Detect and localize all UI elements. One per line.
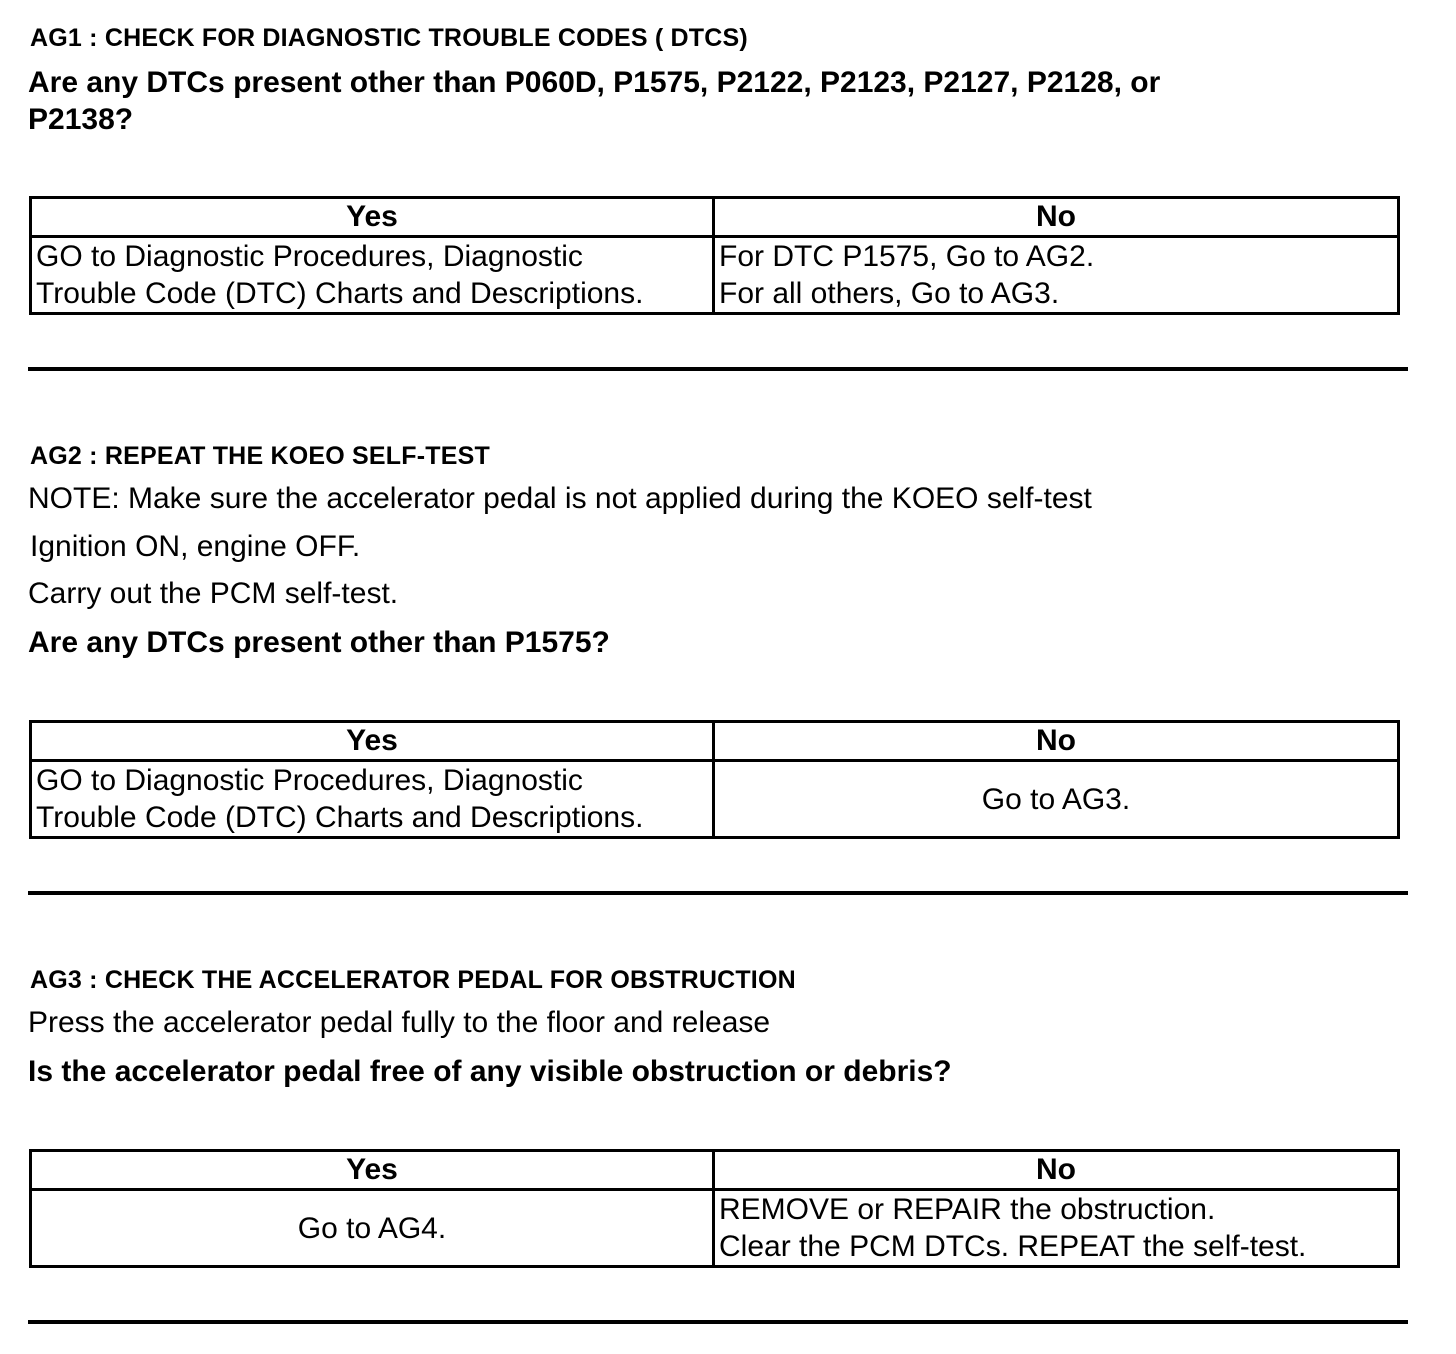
yes-cell-ag2-line-1: GO to Diagnostic Procedures, Diagnostic [36, 764, 583, 797]
section-divider-3 [28, 1320, 1408, 1324]
question-ag3: Is the accelerator pedal free of any visible obstruction or debris? [28, 1055, 952, 1088]
yes-cell-ag2-line-2: Trouble Code (DTC) Charts and Descriptions. [36, 801, 644, 834]
yes-cell-ag2 [31, 761, 714, 838]
yes-no-table-ag3 [29, 1149, 1400, 1268]
section-divider-1 [28, 367, 1408, 371]
instruction-ag2-self-test: Carry out the PCM self-test. [28, 577, 399, 610]
step-heading-ag2: AG2 : REPEAT THE KOEO SELF-TEST [30, 442, 490, 470]
question-ag2: Are any DTCs present other than P1575? [28, 626, 610, 659]
no-cell-ag1-line-1: For DTC P1575, Go to AG2. [719, 240, 1095, 273]
question-ag1 [28, 64, 1160, 138]
no-header-ag1: No [714, 198, 1399, 237]
no-header-ag3: No [714, 1151, 1399, 1190]
step-heading-ag1: AG1 : CHECK FOR DIAGNOSTIC TROUBLE CODES ( DTCS) [30, 24, 748, 52]
no-header-ag2: No [714, 722, 1399, 761]
no-cell-ag3 [714, 1190, 1399, 1267]
question-ag1-line-1: Are any DTCs present other than P060D, P1575, P2122, P2123, P2127, P2128, or [28, 66, 1161, 99]
yes-header-ag2: Yes [31, 722, 714, 761]
no-cell-ag2: Go to AG3. [714, 761, 1399, 838]
note-text-ag2: NOTE: Make sure the accelerator pedal is not applied during the KOEO self-test [28, 482, 1092, 515]
yes-cell-ag1 [31, 237, 714, 314]
no-cell-ag1 [714, 237, 1399, 314]
no-cell-ag3-line-1: REMOVE or REPAIR the obstruction. [719, 1193, 1216, 1226]
yes-no-table-ag1 [29, 196, 1400, 315]
yes-cell-ag1-line-1: GO to Diagnostic Procedures, Diagnostic [36, 240, 583, 273]
step-heading-ag3: AG3 : CHECK THE ACCELERATOR PEDAL FOR OBSTRUCTION [30, 966, 796, 994]
no-cell-ag1-line-2: For all others, Go to AG3. [719, 277, 1060, 310]
section-divider-2 [28, 891, 1408, 895]
yes-cell-ag1-line-2: Trouble Code (DTC) Charts and Descriptions. [36, 277, 644, 310]
yes-header-ag1: Yes [31, 198, 714, 237]
question-ag1-line-2: P2138? [28, 103, 134, 136]
instruction-ag3-press-pedal: Press the accelerator pedal fully to the floor and release [28, 1006, 771, 1039]
yes-header-ag3: Yes [31, 1151, 714, 1190]
yes-cell-ag3: Go to AG4. [31, 1190, 714, 1267]
instruction-ag2-ignition: Ignition ON, engine OFF. [30, 530, 361, 563]
no-cell-ag3-line-2: Clear the PCM DTCs. REPEAT the self-test. [719, 1230, 1307, 1263]
yes-no-table-ag2 [29, 720, 1400, 839]
